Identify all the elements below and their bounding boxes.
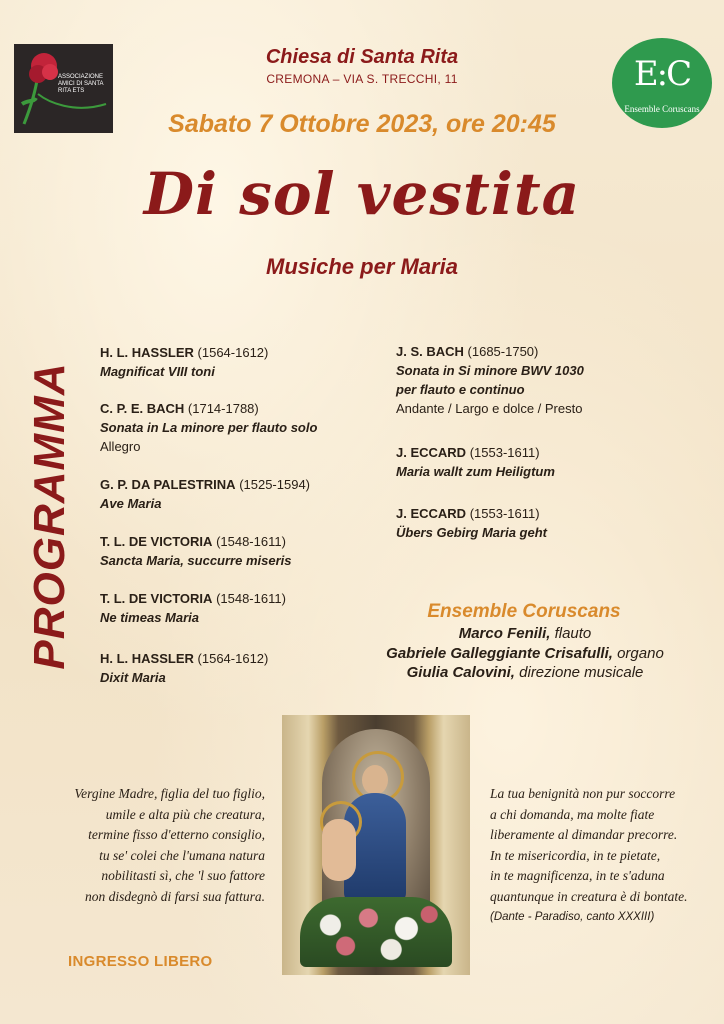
composer-name: H. L. HASSLER <box>100 345 194 360</box>
concert-subtitle: Musiche per Maria <box>266 254 458 279</box>
poem-line: termine fisso d'etterno consiglio, <box>88 827 265 842</box>
program-item <box>396 505 696 542</box>
composer-dates: (1525-1594) <box>239 477 311 492</box>
composer-name: J. S. BACH <box>396 344 464 359</box>
madonna-head <box>362 765 388 795</box>
composer-dates: (1548-1611) <box>216 591 286 606</box>
composer-name: J. ECCARD <box>396 506 467 521</box>
poem-line: a chi domanda, ma molte fiate <box>490 806 655 822</box>
composer-dates: (1564-1612) <box>197 651 269 666</box>
concert-date: Sabato 7 Ottobre 2023, ore 20:45 <box>168 110 556 138</box>
composer-dates: (1564-1612) <box>197 345 269 360</box>
poem-line: nobilitasti sì, che 'l suo fattore <box>101 868 265 883</box>
musician-role: flauto <box>554 625 592 642</box>
program-item <box>100 590 400 627</box>
poem-citation: (Dante - Paradiso, canto XXXIII) <box>490 911 655 923</box>
ensemble-logo <box>612 38 712 128</box>
work-title: Ne timeas Maria <box>100 610 199 625</box>
poem-line: In te misericordia, in te pietate, <box>490 847 661 863</box>
musician-name: Gabriele Galleggiante Crisafulli, <box>386 645 613 662</box>
poem-line: non disdegnò di farsi sua fattura. <box>84 888 265 904</box>
work-movements: Allegro <box>100 439 141 454</box>
program-item <box>100 476 400 513</box>
flower-arrangement <box>300 897 452 967</box>
church-address: CREMONA – VIA S. TRECCHI, 11 <box>266 72 458 86</box>
poem-right <box>490 784 722 928</box>
work-title: Magnificat VIII toni <box>100 364 215 379</box>
musician-credit <box>340 625 710 642</box>
program-item <box>100 400 400 456</box>
composer-name: T. L. DE VICTORIA <box>100 534 213 549</box>
poem-line: liberamente al dimandar precorre. <box>490 827 678 842</box>
concert-title: Di sol vestita <box>143 160 581 228</box>
association-logo <box>14 44 113 133</box>
program-item <box>100 344 400 381</box>
work-title: Sonata in La minore per flauto solo <box>100 420 318 435</box>
work-movements: Andante / Largo e dolce / Presto <box>396 401 583 416</box>
work-title: Dixit Maria <box>100 670 166 685</box>
ensemble-name: Ensemble Coruscans <box>427 601 621 622</box>
work-title: Sancta Maria, succurre miseris <box>100 553 292 568</box>
musician-name: Marco Fenili, <box>458 625 551 642</box>
musician-name: Giulia Calovini, <box>406 664 515 681</box>
work-title: Ave Maria <box>100 496 162 511</box>
composer-dates: (1548-1611) <box>216 534 286 549</box>
composer-name: G. P. DA PALESTRINA <box>100 477 236 492</box>
free-entry-notice: INGRESSO LIBERO <box>68 953 213 970</box>
composer-name: H. L. HASSLER <box>100 651 194 666</box>
poem-line: in te magnificenza, in te s'aduna <box>490 868 665 883</box>
work-title: Maria wallt zum Heiligtum <box>396 464 555 479</box>
musician-credit <box>340 664 710 681</box>
composer-dates: (1553-1611) <box>469 445 540 460</box>
program-item <box>396 444 696 481</box>
composer-dates: (1714-1788) <box>187 401 259 416</box>
association-logo-text: ASSOCIAZIONE AMICI DI SANTA RITA ETS <box>58 74 104 94</box>
musician-role: direzione musicale <box>519 664 644 681</box>
musician-role: organo <box>617 645 664 662</box>
program-label: PROGRAMMA <box>25 362 74 670</box>
composer-name: T. L. DE VICTORIA <box>100 591 213 606</box>
composer-name: J. ECCARD <box>396 445 467 460</box>
composer-dates: (1685-1750) <box>467 344 539 359</box>
poem-line: La tua benignità non pur soccorre <box>490 786 676 801</box>
church-name: Chiesa di Santa Rita <box>265 46 459 68</box>
poem-line: quantunque in creatura è di bontate. <box>490 888 688 904</box>
ensemble-logo-mark: E:C <box>633 54 691 94</box>
child-figure <box>322 819 356 881</box>
poem-line: umile e alta più che creatura, <box>105 806 265 822</box>
program-item <box>396 343 696 418</box>
composer-name: C. P. E. BACH <box>100 401 185 416</box>
musician-credit <box>340 645 710 662</box>
program-item <box>100 533 400 570</box>
work-title: Sonata in Si minore BWV 1030 <box>396 363 584 378</box>
poem-line: Vergine Madre, figlia del tuo figlio, <box>74 786 265 801</box>
poem-line: tu se' colei che l'umana natura <box>99 847 265 863</box>
madonna-statue-image <box>282 715 470 975</box>
ensemble-logo-text: Ensemble Coruscans <box>624 104 700 114</box>
composer-dates: (1553-1611) <box>469 506 540 521</box>
poem-left <box>20 784 265 907</box>
work-title: Übers Gebirg Maria geht <box>396 525 547 540</box>
work-subtitle: per flauto e continuo <box>396 382 525 397</box>
